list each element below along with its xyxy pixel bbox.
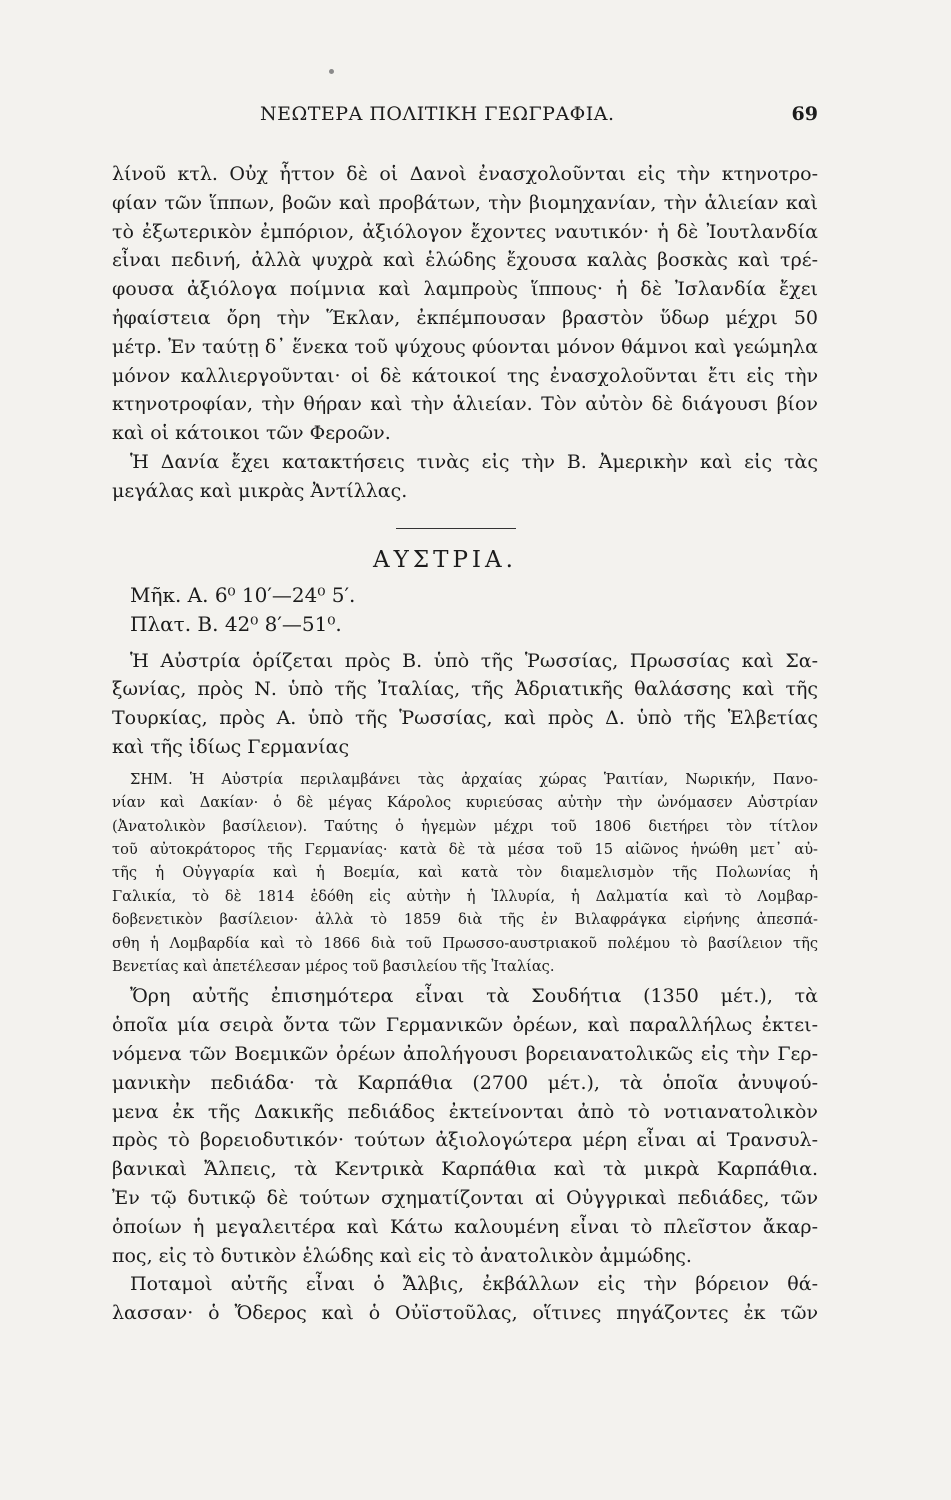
text-line: καὶ οἱ κάτοικοι τῶν Φεροῶν. (112, 422, 391, 445)
text-line: ὁποίων ἡ μεγαλειτέρα καὶ Κάτω καλουμένη εἶναι τὸ πλεῖστον ἄκαρ- (112, 1215, 818, 1238)
text-line: φίαν τῶν ἵππων, βοῶν καὶ προβάτων, τὴν βιομηχανίαν, τὴν ἁλιείαν καὶ (112, 191, 818, 214)
note-line: τοῦ αὐτοκράτορος τῆς Γερμανίας· κατὰ δὲ τὰ μέσα τοῦ 15 αἰῶνος ἡνώθη μετ᾽ αὐ- (112, 840, 818, 858)
coordinates (112, 581, 818, 639)
text-line: Ὄρη αὐτῆς ἐπισημότερα εἶναι τὰ Σουδήτια (1350 μέτ.), τὰ (130, 985, 818, 1008)
text-line: μανικὴν πεδιάδα· τὰ Καρπάθια (2700 μέτ.), τὰ ὁποῖα ἀνυψού- (112, 1071, 818, 1094)
text-line: μέτρ. Ἐν ταύτῃ δ᾽ ἕνεκα τοῦ ψύχους φύονται μόνον θάμνοι καὶ γεώμηλα (112, 335, 818, 358)
note-line: ΣΗΜ. Ἡ Αὐστρία περιλαμβάνει τὰς ἀρχαίας χώρας Ῥαιτίαν, Νωρικήν, Πανο- (130, 770, 818, 788)
rivers-paragraph (112, 1270, 818, 1328)
denmark-paragraph (112, 160, 818, 448)
text-line: φουσα ἀξιόλογα ποίμνια καὶ λαμπροὺς ἵππους· ἡ δὲ Ἰσλανδία ἔχει (112, 278, 818, 301)
text-line: νόμενα τῶν Βοεμικῶν ὀρέων ἀπολήγουσι βορειανατολικῶς εἰς τὴν Γερ- (112, 1043, 818, 1065)
historical-note (112, 768, 818, 979)
text-line: λασσαν· ὁ Ὄδερος καὶ ὁ Οὐϊστοῦλας, οἵτινες πηγάζοντες ἐκ τῶν (112, 1302, 818, 1325)
text-line: Τουρκίας, πρὸς Α. ὑπὸ τῆς Ῥωσσίας, καὶ πρὸς Δ. ὑπὸ τῆς Ἑλβετίας (112, 707, 818, 730)
borders-paragraph (112, 647, 818, 762)
text-line: μόνον καλλιεργοῦνται· οἱ δὲ κάτοικοί της ἐνασχολοῦνται ἔτι εἰς τὴν (112, 364, 818, 387)
text-line: Ἡ Αὐστρία ὁρίζεται πρὸς Β. ὑπὸ τῆς Ῥωσσίας, Πρωσσίας καὶ Σα- (130, 649, 818, 672)
section-divider (396, 528, 516, 529)
page-number: 69 (791, 103, 818, 125)
note-line: σθη ἡ Λομβαρδία καὶ τὸ 1866 διὰ τοῦ Πρωσσο-αυστριακοῦ πολέμου τὸ βασίλειον τῆς (112, 934, 818, 952)
text-line: Ἐν τῷ δυτικῷ δὲ τούτων σχηματίζονται αἱ Οὐγγρικαὶ πεδιάδες, τῶν (112, 1186, 818, 1209)
ink-speck (329, 69, 334, 74)
text-line: τὸ ἐξωτερικὸν ἐμπόριον, ἀξιόλογον ἔχοντες ναυτικόν· ἡ δὲ Ἰουτλανδία (112, 220, 818, 243)
note-line: Βενετίας καὶ ἀπετέλεσαν μέρος τοῦ βασιλείου τῆς Ἰταλίας. (112, 958, 555, 975)
text-line: κτηνοτροφίαν, τὴν θήραν καὶ τὴν ἁλιείαν. Τὸν αὐτὸν δὲ διάγουσι βίον (112, 393, 818, 416)
denmark-colonies-paragraph (112, 448, 818, 506)
page-body (112, 160, 818, 1328)
text-line: Ἡ Δανία ἔχει κατακτήσεις τινὰς εἰς τὴν Β. Ἀμερικὴν καὶ εἰς τὰς (130, 450, 818, 473)
text-line: ξωνίας, πρὸς Ν. ὑπὸ τῆς Ἰταλίας, τῆς Ἀδριατικῆς θαλάσσης καὶ τῆς (112, 678, 818, 701)
text-line: βανικαὶ Ἄλπεις, τὰ Κεντρικὰ Καρπάθια καὶ τὰ μικρὰ Καρπάθια. (112, 1158, 818, 1181)
text-line: πος, εἰς τὸ δυτικὸν ἑλώδης καὶ εἰς τὸ ἀνατολικὸν ἀμμώδης. (112, 1244, 692, 1267)
note-line: Γαλικία, τὸ δὲ 1814 ἐδόθη εἰς αὐτὴν ἡ Ἰλλυρία, ἡ Δαλματία καὶ τὸ Λομβαρ- (112, 887, 818, 905)
note-line: τῆς ἡ Οὐγγαρία καὶ ἡ Βοεμία, καὶ κατὰ τὸν διαμελισμὸν τῆς Πολωνίας ἡ (112, 864, 818, 882)
note-line: δοβενετικὸν βασίλειον· ἀλλὰ τὸ 1859 διὰ τῆς ἐν Βιλαφράγκα εἰρήνης ἀπεσπά- (112, 911, 818, 929)
text-line: εἶναι πεδινή, ἀλλὰ ψυχρὰ καὶ ἑλώδης ἔχουσα καλὰς βοσκὰς καὶ τρέ- (112, 249, 818, 272)
text-line: ἠφαίστεια ὄρη τὴν Ἕκλαν, ἐκπέμπουσαν βραστὸν ὕδωρ μέχρι 50 (112, 306, 818, 329)
text-line: πρὸς τὸ βορειοδυτικόν· τούτων ἀξιολογώτερα μέρη εἶναι αἱ Τρανσυλ- (112, 1129, 818, 1152)
longitude-line: Μῆκ. Α. 6⁰ 10′—24⁰ 5′. (130, 582, 356, 607)
running-title: ΝΕΩΤΕΡΑ ΠΟΛΙΤΙΚΗ ΓΕΩΓΡΑΦΙΑ. (260, 103, 615, 125)
section-title: ΑΥΣΤΡΙΑ. (373, 546, 517, 573)
text-line: μενα ἐκ τῆς Δακικῆς πεδιάδος ἐκτείνονται ἀπὸ τὸ νοτιανατολικὸν (112, 1100, 818, 1123)
mountains-paragraph (112, 982, 818, 1270)
text-line: καὶ τῆς ἰδίως Γερμανίας (112, 735, 350, 758)
text-line: Ποταμοὶ αὐτῆς εἶναι ὁ Ἄλβις, ἐκβάλλων εἰς τὴν βόρειον θά- (130, 1273, 818, 1296)
note-line: (Ἀνατολικὸν βασίλειον). Ταύτης ὁ ἡγεμὼν μέχρι τοῦ 1806 διετήρει τὸν τίτλον (112, 817, 818, 835)
text-line: λίνοῦ κτλ. Οὐχ ἧττον δὲ οἱ Δανοὶ ἐνασχολοῦνται εἰς τὴν κτηνοτρο- (112, 163, 818, 185)
text-line: μεγάλας καὶ μικρὰς Ἀντίλλας. (112, 479, 408, 502)
note-line: νίαν καὶ Δακίαν· ὁ δὲ μέγας Κάρολος κυριεύσας αὐτὴν τὴν ὠνόμασεν Αὐστρίαν (112, 794, 818, 812)
page-header (120, 103, 818, 133)
text-line: ὁποῖα μία σειρὰ ὄντα τῶν Γερμανικῶν ὀρέων, καὶ παραλλήλως ἐκτει- (112, 1014, 818, 1037)
latitude-line: Πλατ. Β. 42⁰ 8′—51⁰. (130, 611, 342, 636)
